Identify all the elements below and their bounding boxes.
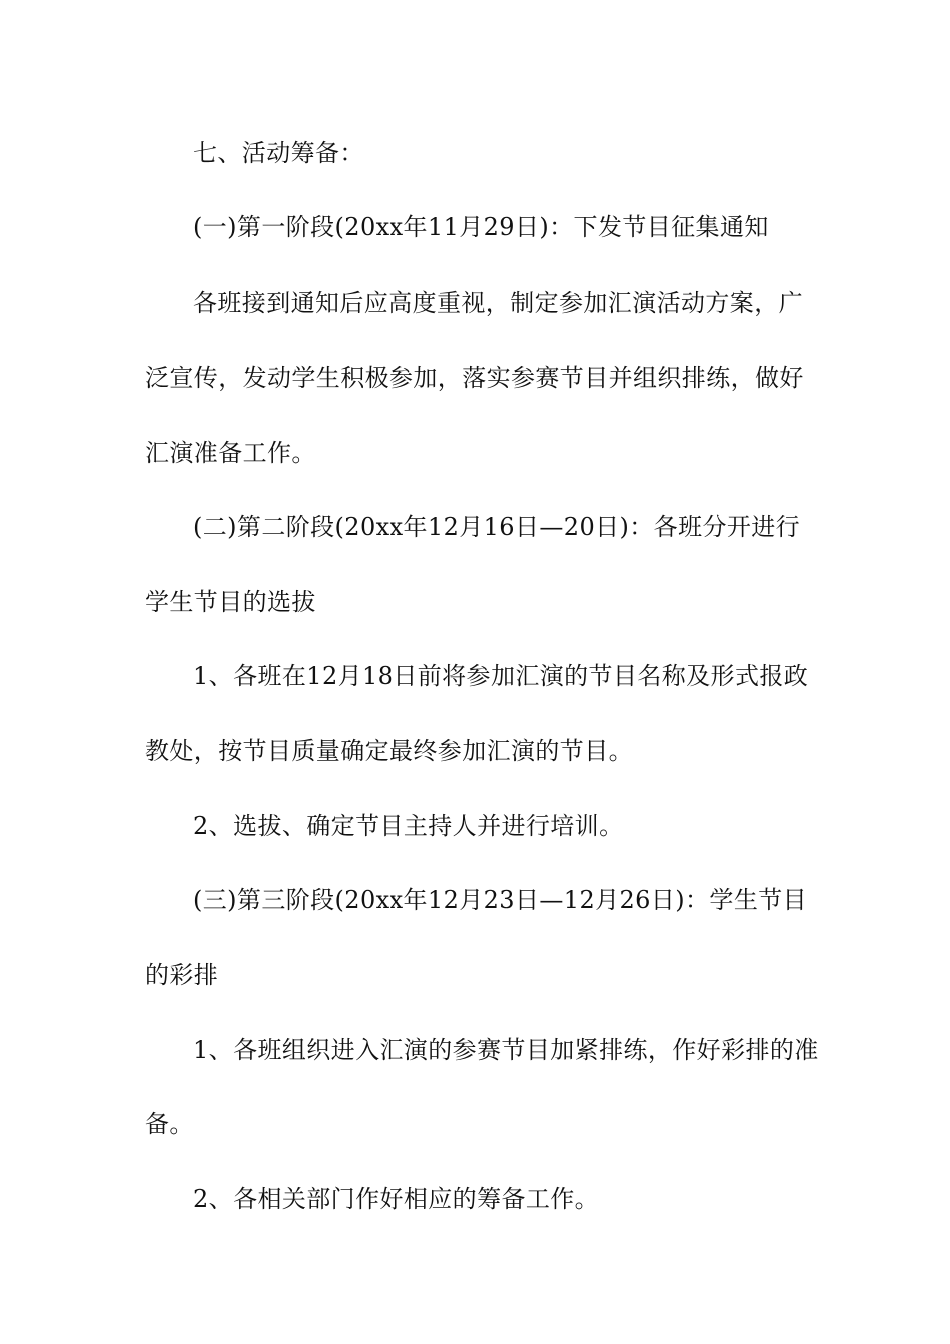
section-title: 七、活动筹备： xyxy=(193,139,364,167)
stage3-item2: 2、各相关部门作好相应的筹备工作。 xyxy=(193,1185,600,1213)
stage3-heading-line-1: (三)第三阶段(20xx年12月23日—12月26日)：学生节目 xyxy=(193,886,808,914)
stage3-heading-line-2: 的彩排 xyxy=(145,961,219,989)
stage2-item1-line-1: 1、各班在12月18日前将参加汇演的节目名称及形式报政 xyxy=(193,662,809,690)
stage1-heading: (一)第一阶段(20xx年11月29日)：下发节目征集通知 xyxy=(193,213,769,241)
stage2-heading-line-1: (二)第二阶段(20xx年12月16日—20日)：各班分开进行 xyxy=(193,513,801,541)
stage2-heading-line-2: 学生节目的选拔 xyxy=(145,588,316,616)
stage1-paragraph-line-3: 汇演准备工作。 xyxy=(145,439,316,467)
stage3-item1-line-2: 备。 xyxy=(145,1110,194,1138)
stage1-paragraph-line-1: 各班接到通知后应高度重视，制定参加汇演活动方案，广 xyxy=(193,289,803,317)
stage3-item1-line-1: 1、各班组织进入汇演的参赛节目加紧排练，作好彩排的准 xyxy=(193,1036,819,1064)
stage2-item2: 2、选拔、确定节目主持人并进行培训。 xyxy=(193,812,624,840)
stage2-item1-line-2: 教处，按节目质量确定最终参加汇演的节目。 xyxy=(145,737,633,765)
stage1-paragraph-line-2: 泛宣传，发动学生积极参加，落实参赛节目并组织排练，做好 xyxy=(145,364,804,392)
